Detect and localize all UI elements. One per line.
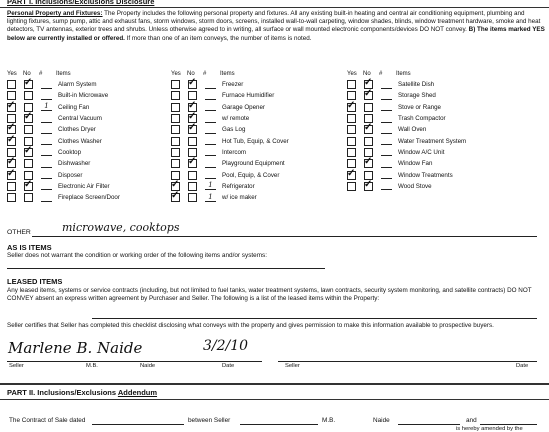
- quantity-field[interactable]: [205, 126, 216, 134]
- item-label: Dishwasher: [58, 160, 91, 168]
- items-column-1: [7, 69, 120, 203]
- item-label: Disposer: [58, 171, 83, 179]
- quantity-field[interactable]: [41, 148, 52, 156]
- quantity-field[interactable]: [205, 171, 216, 179]
- quantity-field[interactable]: [205, 81, 216, 89]
- quantity-field[interactable]: [205, 115, 216, 123]
- item-label: Stove or Range: [398, 103, 441, 111]
- and-line: [480, 424, 537, 425]
- between-label: between Seller: [188, 417, 231, 424]
- item-label: Window A/C Unit: [398, 148, 445, 156]
- no-checkbox[interactable]: [364, 182, 373, 191]
- quantity-field[interactable]: [381, 126, 392, 134]
- no-checkbox[interactable]: [24, 80, 33, 89]
- property-fixtures-paragraph: [7, 10, 545, 43]
- item-label: Water Treatment System: [398, 137, 467, 145]
- yes-checkbox[interactable]: [347, 182, 356, 191]
- item-label: Central Vacuum: [58, 115, 102, 123]
- yes-checkbox[interactable]: [7, 193, 16, 202]
- no-checkbox[interactable]: [24, 125, 33, 134]
- yes-checkbox[interactable]: [7, 182, 16, 191]
- item-row: [347, 124, 466, 135]
- yes-checkbox[interactable]: [347, 114, 356, 123]
- item-rows: [7, 79, 120, 203]
- yes-checkbox[interactable]: [171, 103, 180, 112]
- item-row: [347, 181, 466, 192]
- item-row: [171, 79, 289, 90]
- leased-items-line: [92, 318, 537, 319]
- seller2-line: [278, 361, 537, 362]
- no-header: No: [363, 71, 371, 77]
- no-checkbox[interactable]: [24, 114, 33, 123]
- quantity-field[interactable]: [41, 126, 52, 134]
- item-row: [171, 135, 289, 146]
- seller1-label: Seller: [9, 363, 24, 369]
- intro-text: The Property includes the following personal property and fixtures. All any existing built-in heating and central air conditioning equipment, plumbing and lighting fixtures, sump pump, attic and exhaust fans, storm windows, storm doors, screens, installed wall-to-wall carpeting, window shades, blinds, window treatment hardware, smoke and heat detectors, TV antennas, exterior trees and shrubs. Unless otherwise agreed to in writing, all surface or wall mounted electronic components/devices DO NOT convey.: [7, 10, 541, 34]
- no-checkbox[interactable]: [188, 137, 197, 146]
- part2-title: PART II. Inclusions/Exclusions Addendum: [7, 388, 158, 397]
- item-label: Furnace Humidifier: [222, 92, 275, 100]
- yes-checkbox[interactable]: [347, 80, 356, 89]
- items-column-3: [347, 69, 466, 192]
- quantity-field[interactable]: [41, 137, 52, 145]
- quantity-field[interactable]: 1: [205, 194, 216, 202]
- yes-header: Yes: [7, 71, 17, 77]
- contract-date-line: [92, 424, 184, 425]
- yes-header: Yes: [171, 71, 181, 77]
- qty-header: #: [203, 71, 207, 77]
- item-label: Freezer: [222, 81, 244, 89]
- certification-text: Seller certifies that Seller has completed this checklist disclosing what conveys with the property and gives permission to make this information available to prospective buyers.: [7, 322, 494, 329]
- item-label: Garage Opener: [222, 103, 265, 111]
- no-checkbox[interactable]: [188, 182, 197, 191]
- quantity-field[interactable]: [381, 182, 392, 190]
- no-header: No: [23, 71, 31, 77]
- item-row: [7, 79, 120, 90]
- no-checkbox[interactable]: [364, 125, 373, 134]
- no-checkbox[interactable]: [24, 182, 33, 191]
- no-checkbox[interactable]: [24, 193, 33, 202]
- quantity-field[interactable]: [381, 81, 392, 89]
- mb-label: M.B.: [86, 363, 98, 369]
- quantity-field[interactable]: [41, 81, 52, 89]
- quantity-field[interactable]: [41, 182, 52, 190]
- seller-signature[interactable]: Marlene B. Naide: [8, 339, 143, 357]
- quantity-field[interactable]: [381, 115, 392, 123]
- yes-checkbox[interactable]: [347, 103, 356, 112]
- as-is-text: Seller does not warrant the condition or working order of the following items and/or systems:: [7, 252, 268, 259]
- item-label: Built-in Microwave: [58, 92, 109, 100]
- item-row: [7, 113, 120, 124]
- item-label: Wood Stove: [398, 182, 432, 190]
- and-label: and: [466, 417, 477, 424]
- item-rows: [347, 79, 466, 192]
- no-checkbox[interactable]: [364, 159, 373, 168]
- quantity-field[interactable]: [381, 171, 392, 179]
- intro-heading: Personal Property and Fixtures:: [7, 10, 103, 17]
- part2-mb: M.B.: [322, 417, 336, 424]
- item-label: Playground Equipment: [222, 160, 285, 168]
- contract-prefix: The Contract of Sale dated: [9, 417, 86, 424]
- qty-header: #: [379, 71, 383, 77]
- yes-checkbox[interactable]: [171, 91, 180, 100]
- items-header: Items: [220, 71, 235, 77]
- item-row: [171, 158, 289, 169]
- naide-label: Naide: [140, 363, 156, 369]
- item-row: [171, 181, 289, 192]
- yes-checkbox[interactable]: [347, 148, 356, 157]
- item-label: Alarm System: [58, 81, 97, 89]
- yes-checkbox[interactable]: [171, 80, 180, 89]
- part2-divider: [0, 383, 549, 385]
- no-header: No: [187, 71, 195, 77]
- intro-note: If more than one of an item conveys, the number of items is noted.: [126, 34, 312, 42]
- no-checkbox[interactable]: [364, 91, 373, 100]
- as-is-title: AS IS ITEMS: [7, 243, 52, 252]
- item-row: [7, 124, 120, 135]
- item-label: Hot Tub, Equip, & Cover: [222, 137, 289, 145]
- item-label: Satellite Dish: [398, 81, 435, 89]
- quantity-field[interactable]: [381, 103, 392, 111]
- top-divider: [0, 7, 549, 8]
- item-row: [7, 147, 120, 158]
- item-label: Window Treatments: [398, 171, 453, 179]
- item-label: Clothes Dryer: [58, 126, 96, 134]
- yes-checkbox[interactable]: [347, 171, 356, 180]
- item-label: Ceiling Fan: [58, 103, 90, 111]
- no-checkbox[interactable]: [24, 159, 33, 168]
- item-label: Fireplace Screen/Door: [58, 194, 120, 202]
- item-label: Electronic Air Filter: [58, 182, 110, 190]
- no-checkbox[interactable]: [24, 148, 33, 157]
- item-row: [171, 124, 289, 135]
- yes-checkbox[interactable]: [171, 193, 180, 202]
- naide-line: [398, 424, 460, 425]
- quantity-field[interactable]: [381, 148, 392, 156]
- hereby-text: is hereby amended by the: [456, 426, 523, 432]
- part2-title-divider: [0, 399, 549, 400]
- no-checkbox[interactable]: [188, 125, 197, 134]
- seller1-line: [7, 361, 262, 362]
- as-is-line: [7, 268, 325, 269]
- item-label: Refrigerator: [222, 182, 255, 190]
- quantity-field[interactable]: [205, 103, 216, 111]
- quantity-field[interactable]: [205, 92, 216, 100]
- quantity-field[interactable]: [205, 160, 216, 168]
- yes-checkbox[interactable]: [171, 125, 180, 134]
- yes-checkbox[interactable]: [171, 114, 180, 123]
- quantity-field[interactable]: [205, 148, 216, 156]
- quantity-field[interactable]: [41, 160, 52, 168]
- no-checkbox[interactable]: [364, 137, 373, 146]
- yes-header: Yes: [347, 71, 357, 77]
- no-checkbox[interactable]: [364, 103, 373, 112]
- item-label: Cooktop: [58, 148, 82, 156]
- yes-checkbox[interactable]: [7, 171, 16, 180]
- part1-title: PART I. Inclusions/Exclusions Disclosure: [7, 0, 155, 6]
- item-row: [347, 135, 466, 146]
- item-row: [171, 169, 289, 180]
- item-row: [347, 90, 466, 101]
- item-label: Trash Compactor: [398, 115, 446, 123]
- no-checkbox[interactable]: [24, 91, 33, 100]
- item-row: [347, 158, 466, 169]
- no-checkbox[interactable]: [188, 159, 197, 168]
- quantity-field[interactable]: [381, 137, 392, 145]
- other-line: [32, 236, 537, 237]
- yes-checkbox[interactable]: [7, 103, 16, 112]
- quantity-field[interactable]: 1: [205, 182, 216, 190]
- item-label: Intercom: [222, 148, 247, 156]
- item-label: Storage Shed: [398, 92, 436, 100]
- yes-checkbox[interactable]: [7, 80, 16, 89]
- item-label: Wall Oven: [398, 126, 427, 134]
- other-label: OTHER: [7, 229, 31, 236]
- item-label: Pool, Equip, & Cover: [222, 171, 280, 179]
- item-rows: [171, 79, 289, 203]
- intro-tail: B) The items marked YES below are currently installed or offered.: [7, 26, 545, 42]
- item-row: [171, 192, 289, 203]
- leased-title: LEASED ITEMS: [7, 277, 63, 286]
- signature-date[interactable]: 3/2/10: [203, 338, 249, 354]
- item-label: w/ remote: [222, 115, 250, 123]
- quantity-field[interactable]: [41, 171, 52, 179]
- items-header: Items: [396, 71, 411, 77]
- quantity-field[interactable]: [41, 194, 52, 202]
- item-row: [347, 102, 466, 113]
- part2-naide: Naide: [373, 417, 390, 424]
- quantity-field[interactable]: 1: [41, 103, 52, 111]
- item-label: w/ ice maker: [222, 194, 257, 202]
- no-checkbox[interactable]: [188, 80, 197, 89]
- no-checkbox[interactable]: [188, 193, 197, 202]
- seller2-label: Seller: [285, 363, 300, 369]
- item-label: Gas Log: [222, 126, 246, 134]
- items-header: Items: [56, 71, 71, 77]
- yes-checkbox[interactable]: [171, 159, 180, 168]
- items-column-2: [171, 69, 289, 203]
- item-row: [7, 192, 120, 203]
- yes-checkbox[interactable]: [171, 137, 180, 146]
- qty-header: #: [39, 71, 43, 77]
- quantity-field[interactable]: [41, 92, 52, 100]
- other-field[interactable]: microwave, cooktops: [62, 221, 180, 234]
- leased-text: Any leased items, systems or service contracts (including, but not limited to fuel tanks, water treatment systems, lawn contracts, security system monitoring, and satellite contracts) DO NOT CONVEY absent an express written agreement by Purchaser and Seller. The following is a list of the leased items within the Property:: [7, 287, 532, 303]
- quantity-field[interactable]: [381, 160, 392, 168]
- yes-checkbox[interactable]: [347, 125, 356, 134]
- item-label: Clothes Washer: [58, 137, 102, 145]
- quantity-field[interactable]: [41, 115, 52, 123]
- item-row: [7, 181, 120, 192]
- no-checkbox[interactable]: [188, 171, 197, 180]
- quantity-field[interactable]: [205, 137, 216, 145]
- quantity-field[interactable]: [381, 92, 392, 100]
- item-row: [7, 158, 120, 169]
- item-label: Window Fan: [398, 160, 433, 168]
- item-row: [7, 90, 120, 101]
- yes-checkbox[interactable]: [171, 148, 180, 157]
- yes-checkbox[interactable]: [7, 137, 16, 146]
- date1-label: Date: [222, 363, 235, 369]
- yes-checkbox[interactable]: [347, 137, 356, 146]
- seller-name-line: [240, 424, 318, 425]
- date2-label: Date: [516, 363, 529, 369]
